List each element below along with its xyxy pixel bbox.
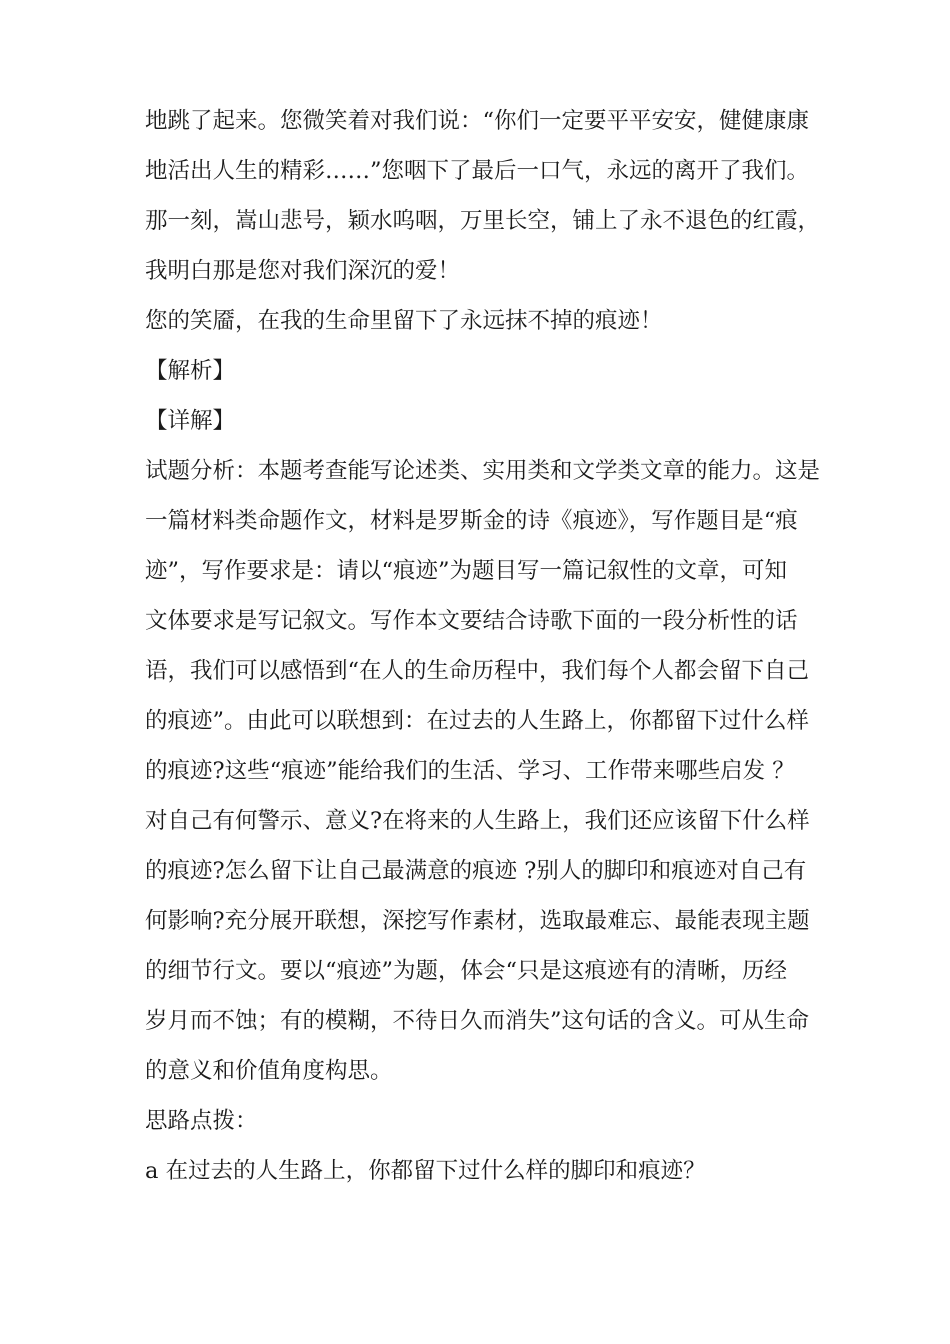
text-line: 迹”，写作要求是：请以“痕迹”为题目写一篇记叙性的文章，可知 <box>145 558 788 584</box>
text-line: 那一刻，嵩山悲号，颖水呜咽，万里长空，铺上了永不退色的红霞， <box>145 208 821 234</box>
text-line: 的痕迹”。由此可以联想到：在过去的人生路上，你都留下过什么样 <box>145 708 810 734</box>
text-line: 文体要求是写记叙文。写作本文要结合诗歌下面的一段分析性的话 <box>145 608 798 634</box>
text-line: 我明白那是您对我们深沉的爱！ <box>145 258 461 284</box>
text-line: 试题分析：本题考查能写论述类、实用类和文学类文章的能力。这是 <box>145 458 821 484</box>
text-line: 的细节行文。要以“痕迹”为题，体会“只是这痕迹有的清晰，历经 <box>145 958 788 984</box>
text-line: 语，我们可以感悟到“在人的生命历程中，我们每个人都会留下自己 <box>145 658 810 684</box>
text-line: 一篇材料类命题作文，材料是罗斯金的诗《痕迹》，写作题目是“痕 <box>145 508 798 534</box>
text-line: 您的笑靥，在我的生命里留下了永远抹不掉的痕迹！ <box>145 308 663 334</box>
text-line: 的痕迹?怎么留下让自己最满意的痕迹 ?别人的脚印和痕迹对自己有 <box>145 858 807 884</box>
text-line: 对自己有何警示、意义?在将来的人生路上，我们还应该留下什么样 <box>145 808 810 834</box>
text-line: 何影响?充分展开联想，深挖写作素材，选取最难忘、最能表现主题 <box>145 908 810 934</box>
text-line: 的痕迹?这些“痕迹”能给我们的生活、学习、工作带来哪些启发 ？ <box>145 758 795 784</box>
section-heading-analysis: 【解析】 <box>145 358 236 384</box>
text-line: 地跳了起来。您微笑着对我们说：“你们一定要平平安安，健健康康 <box>145 108 810 134</box>
text-line: 的意义和价值角度构思。 <box>145 1058 393 1084</box>
text-line: 岁月而不蚀；有的模糊，不待日久而消失”这句话的含义。可从生命 <box>145 1008 810 1034</box>
text-line: 地活出人生的精彩……”您咽下了最后一口气，永远的离开了我们。 <box>145 158 810 184</box>
text-line: a 在过去的人生路上，你都留下过什么样的脚印和痕迹？ <box>145 1158 706 1184</box>
section-heading-detail: 【详解】 <box>145 408 236 434</box>
section-heading-hints: 思路点拨： <box>145 1108 258 1134</box>
